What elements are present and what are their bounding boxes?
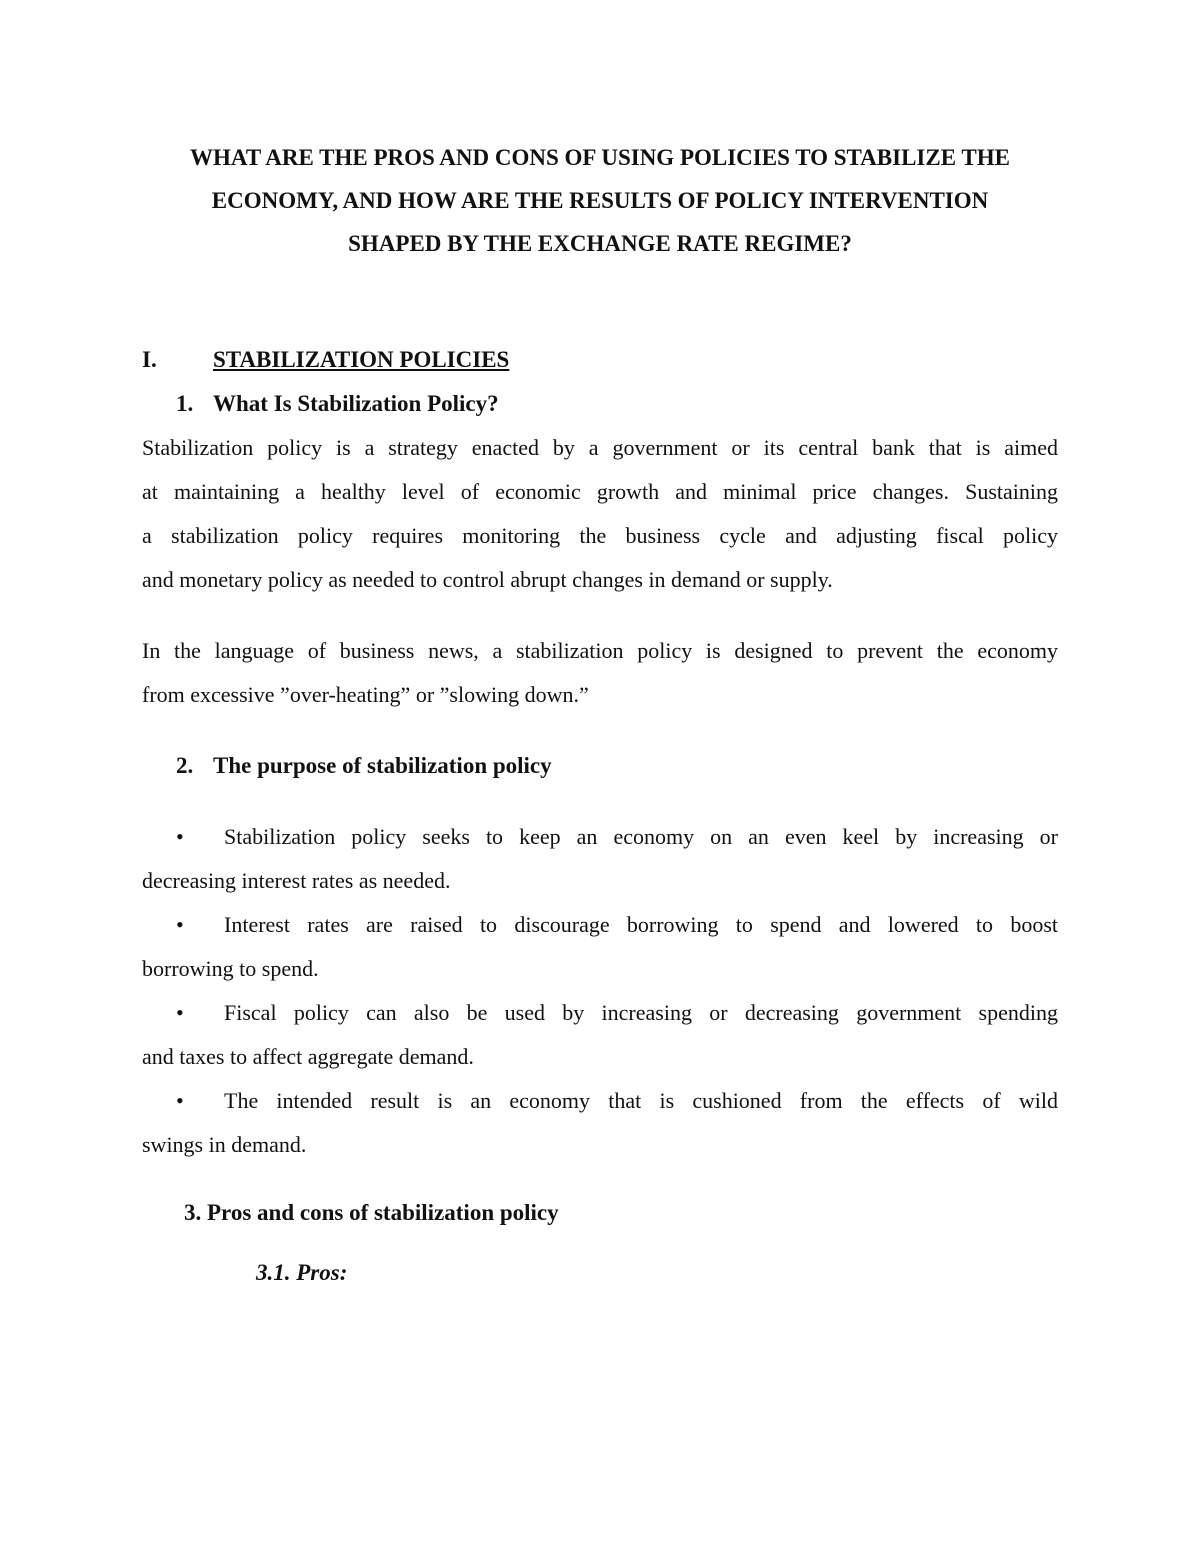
bullet-text-continued: and taxes to affect aggregate demand.	[142, 1044, 474, 1069]
bullet-icon: •	[176, 1088, 184, 1113]
bullet-item	[142, 991, 1058, 1079]
paragraph-business-news	[142, 629, 1058, 717]
paragraph-line: a stabilization policy requires monitoring the business cycle and adjusting fiscal policy	[142, 523, 1058, 548]
bullet-first-line	[142, 815, 1058, 859]
bullet-text-continued: decreasing interest rates as needed.	[142, 868, 451, 893]
paragraph-line: In the language of business news, a stabilization policy is designed to prevent the economy	[142, 638, 1058, 663]
bullet-icon: •	[176, 824, 184, 849]
bullet-first-line	[142, 1079, 1058, 1123]
document-title	[140, 136, 1060, 265]
paragraph-line: Stabilization policy is a strategy enacted by a government or its central bank that is aimed	[142, 435, 1058, 460]
bullet-text: Stabilization policy seeks to keep an economy on an even keel by increasing or	[224, 824, 1058, 849]
bullet-icon: •	[176, 1000, 184, 1025]
paragraph-line: at maintaining a healthy level of economic growth and minimal price changes. Sustaining	[142, 479, 1058, 504]
bullet-text-continued: borrowing to spend.	[142, 956, 319, 981]
bullet-item	[142, 1079, 1058, 1167]
title-line-2: ECONOMY, AND HOW ARE THE RESULTS OF POLICY INTERVENTION	[211, 188, 989, 213]
subheading-number: 1.	[176, 391, 194, 416]
paragraph-definition	[142, 426, 1058, 602]
subheading-number: 2.	[176, 753, 194, 778]
bullet-text: Fiscal policy can also be used by increasing or decreasing government spending	[224, 1000, 1058, 1025]
title-line-1: WHAT ARE THE PROS AND CONS OF USING POLICIES TO STABILIZE THE	[190, 145, 1010, 170]
paragraph-line: and monetary policy as needed to control abrupt changes in demand or supply.	[142, 567, 833, 592]
subheading-pros-and-cons: 3. Pros and cons of stabilization policy	[184, 1200, 559, 1225]
bullet-item	[142, 815, 1058, 903]
section-title: STABILIZATION POLICIES	[213, 347, 510, 372]
paragraph-line: from excessive ”over-heating” or ”slowing down.”	[142, 682, 589, 707]
bullet-item	[142, 903, 1058, 991]
section-heading-stabilization-policies	[142, 340, 509, 380]
section-number: I.	[142, 347, 157, 372]
bullet-icon: •	[176, 912, 184, 937]
bullet-first-line	[142, 991, 1058, 1035]
subheading-text: What Is Stabilization Policy?	[213, 391, 499, 416]
bullet-text: The intended result is an economy that is cushioned from the effects of wild	[224, 1088, 1058, 1113]
subheading-purpose	[176, 746, 552, 786]
bullet-first-line	[142, 903, 1058, 947]
bullet-text-continued: swings in demand.	[142, 1132, 307, 1157]
bullet-text: Interest rates are raised to discourage borrowing to spend and lowered to boost	[224, 912, 1058, 937]
title-line-3: SHAPED BY THE EXCHANGE RATE REGIME?	[348, 231, 852, 256]
subheading-text: The purpose of stabilization policy	[213, 753, 552, 778]
subheading-what-is-stabilization-policy	[176, 384, 499, 424]
subheading-pros: 3.1. Pros:	[256, 1260, 348, 1285]
